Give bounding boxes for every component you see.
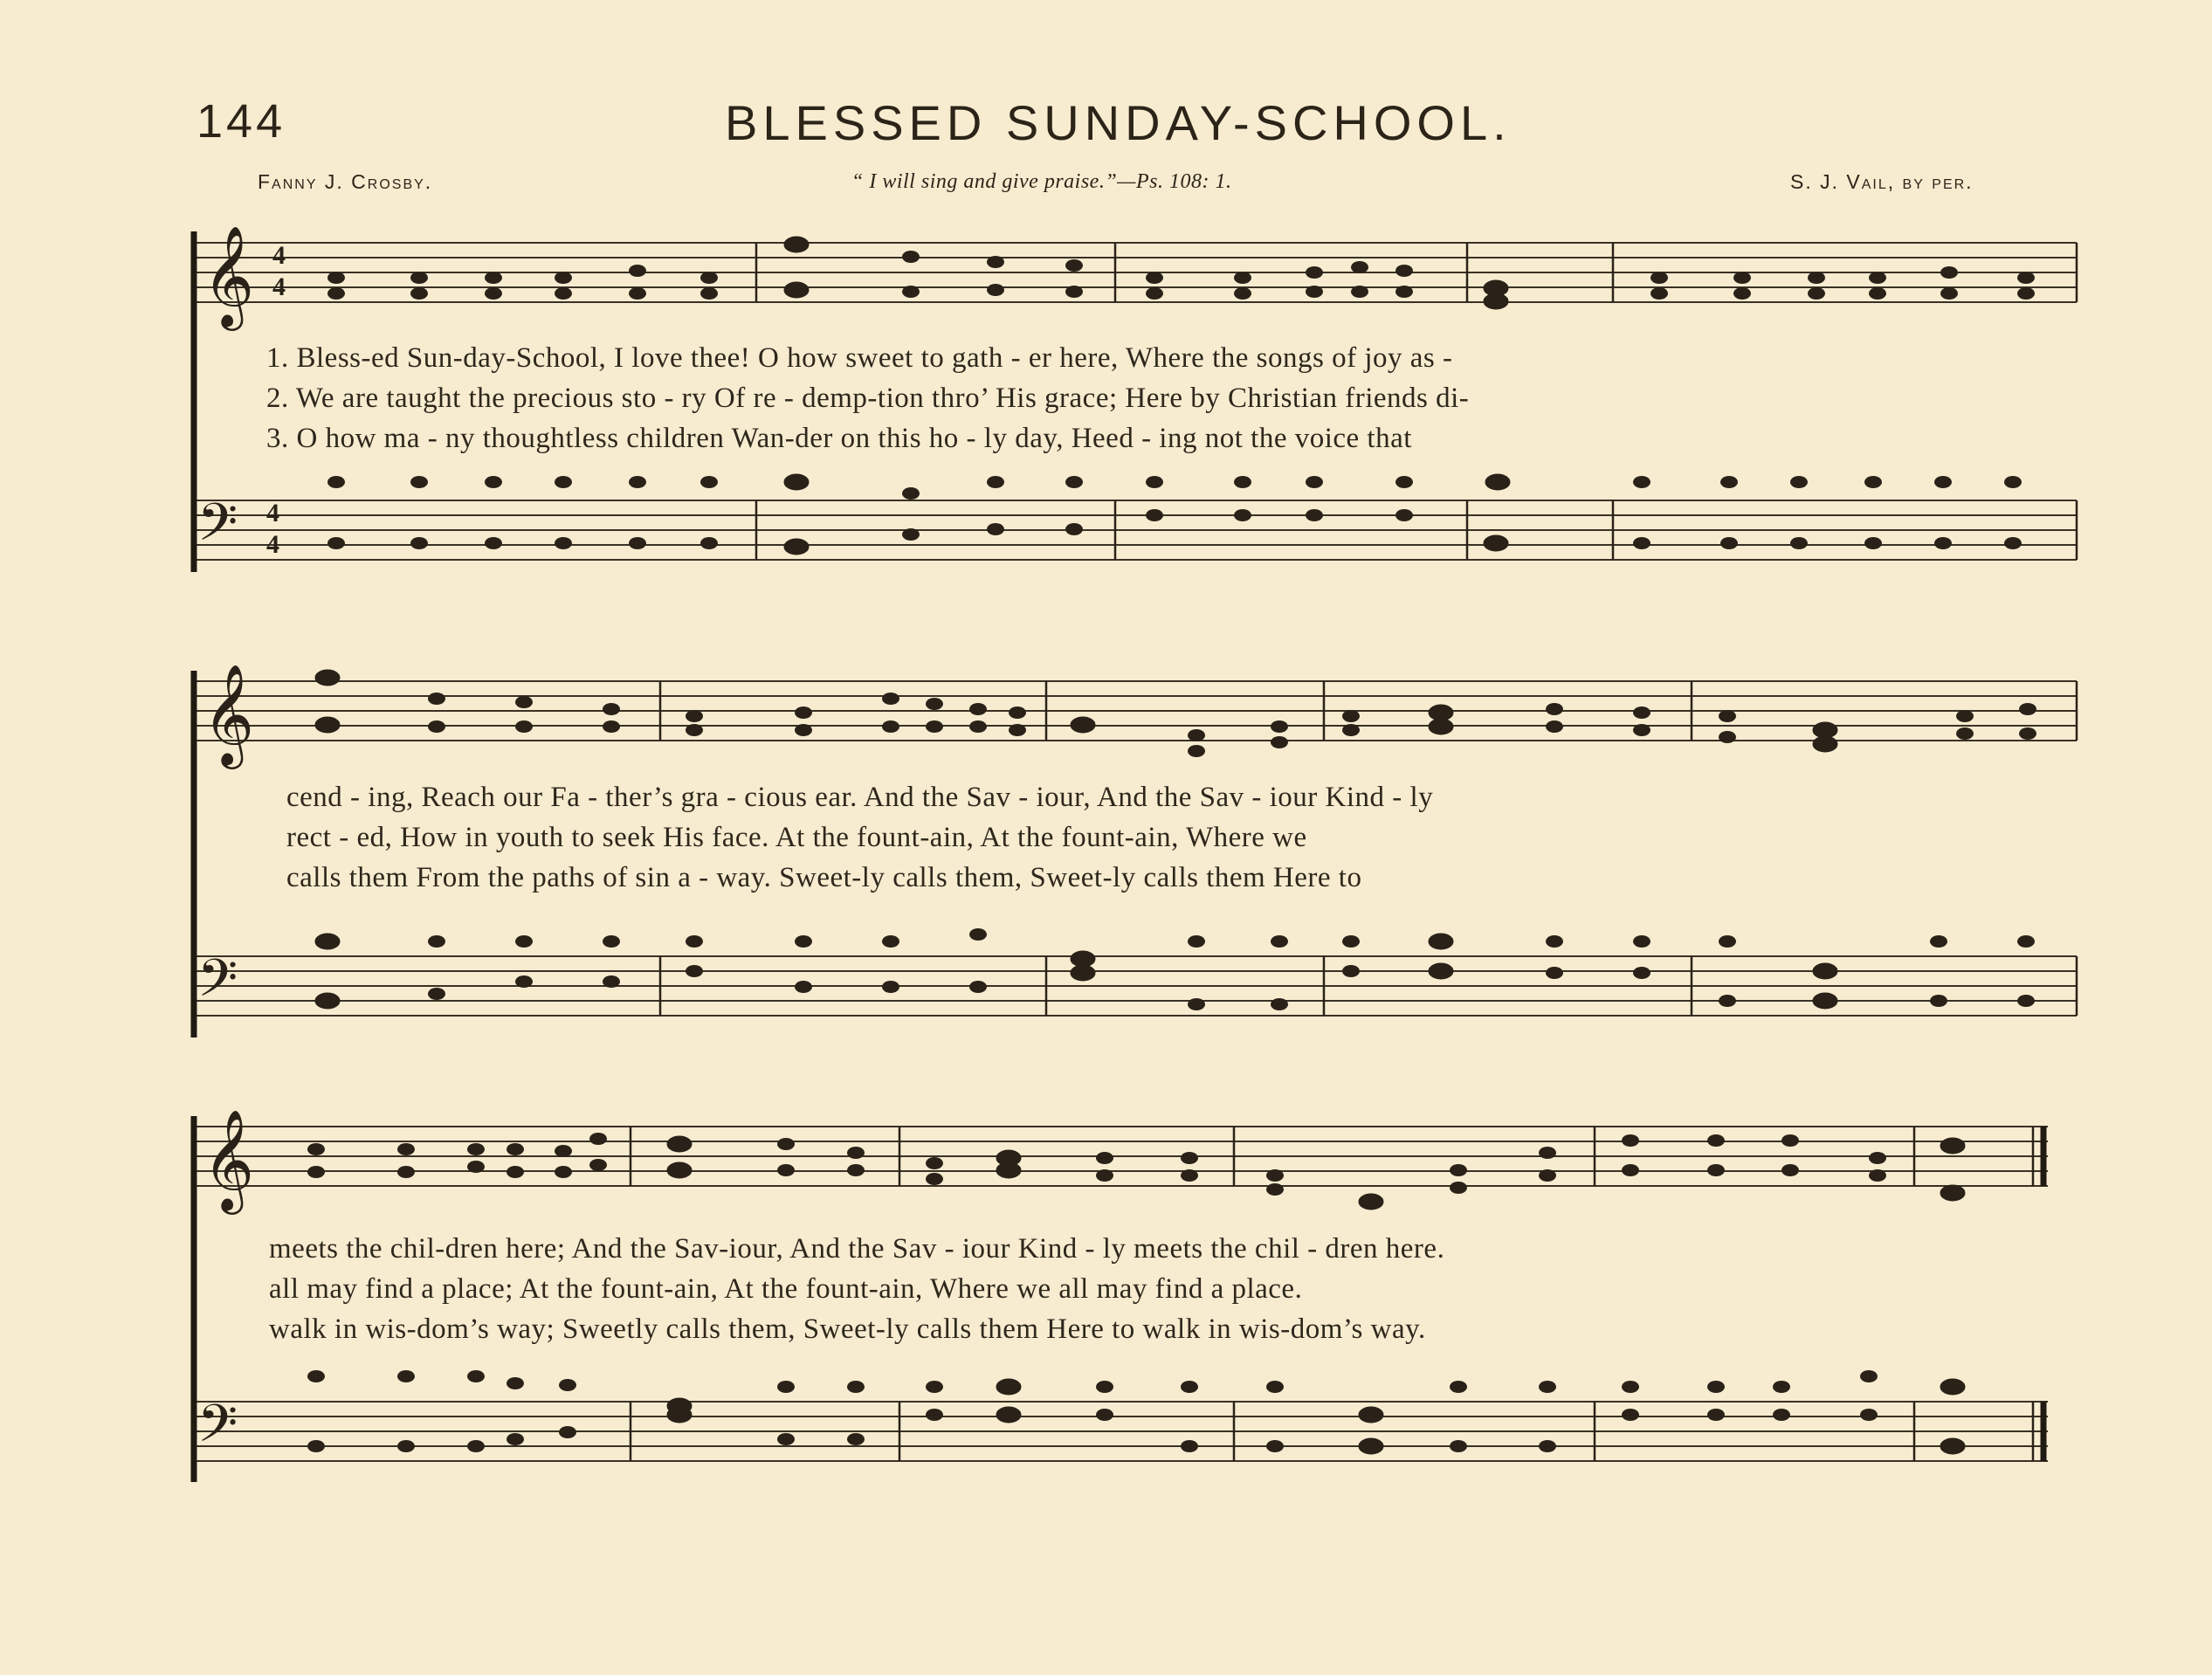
svg-text:𝄢: 𝄢 [197, 492, 238, 565]
bass-staff-3 [194, 1393, 2048, 1466]
lyric-verse-3: walk in wis-dom’s way; Sweetly calls them, Sweet-ly calls them Here to walk in wis-dom’s way. [269, 1313, 1426, 1345]
lyric-verse-2: all may find a place; At the fount-ain, At the fount-ain, Where we all may find a place. [269, 1273, 1303, 1305]
lyricist-credit: Fanny J. Crosby. [258, 170, 433, 193]
page-number: 144 [196, 95, 286, 148]
bass-notes-3 [307, 1370, 1964, 1453]
lyric-verse-3: 3. O how ma - ny thoughtless children Wan-der on this ho - ly day, Heed - ing not the voice that [266, 423, 1412, 454]
hymn-title: BLESSED SUNDAY-SCHOOL. [725, 95, 1512, 150]
svg-text:4: 4 [266, 530, 279, 559]
scripture-epigraph: “ I will sing and give praise.”—Ps. 108: 1. [851, 170, 1232, 193]
svg-text:𝄢: 𝄢 [197, 1393, 238, 1466]
composer-credit: S. J. Vail, by per. [1790, 170, 1974, 193]
svg-text:𝄢: 𝄢 [197, 948, 238, 1021]
lyric-verse-2: rect - ed, How in youth to seek His face. At the fount-ain, At the fount-ain, Where we [286, 822, 1307, 853]
svg-text:𝄞: 𝄞 [203, 224, 255, 327]
lyric-verse-1: 1. Bless-ed Sun-day-School, I love thee! O how sweet to gath - er here, Where the songs of joy as - [266, 342, 1453, 374]
svg-text:4: 4 [272, 241, 286, 270]
svg-text:𝄞: 𝄞 [203, 1108, 255, 1210]
lyric-verse-1: cend - ing, Reach our Fa - ther’s gra - cious ear. And the Sav - iour, And the Sav - iour Kind - ly [286, 782, 1434, 813]
lyric-verse-3: calls them From the paths of sin a - way. Sweet-ly calls them, Sweet-ly calls them Here to [286, 862, 1362, 893]
svg-text:4: 4 [272, 272, 286, 301]
lyric-verse-1: meets the chil-dren here; And the Sav-iour, And the Sav - iour Kind - ly meets the chil - dren here. [269, 1233, 1445, 1265]
svg-text:4: 4 [266, 499, 279, 527]
svg-text:𝄞: 𝄞 [203, 663, 255, 765]
lyric-verse-2: 2. We are taught the precious sto - ry Of re - demp-tion thro’ His grace; Here by Christian friends di- [266, 383, 1470, 414]
